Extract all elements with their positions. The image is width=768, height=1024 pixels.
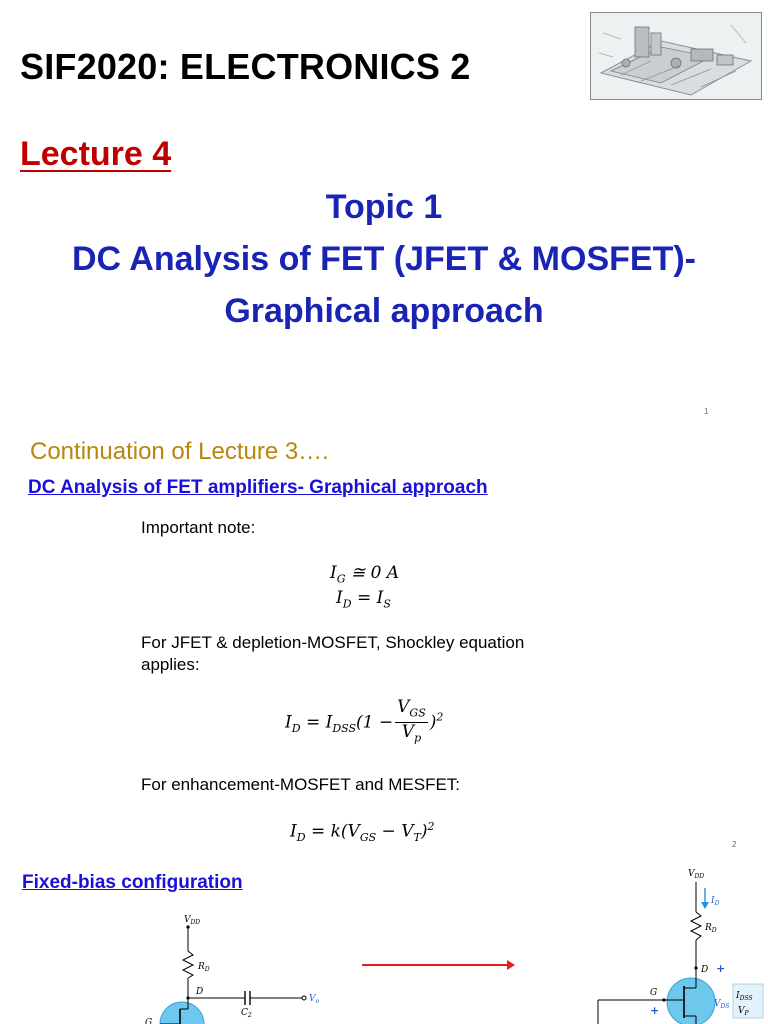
- section-heading-graphical[interactable]: DC Analysis of FET amplifiers- Graphical approach: [28, 477, 488, 498]
- svg-text:+: +: [716, 962, 726, 975]
- page-number: 1: [704, 407, 709, 416]
- topic-number: Topic 1: [325, 188, 443, 226]
- svg-text:VDS: $V_{DS}$: [714, 999, 730, 1010]
- svg-text:RD: $R_D$: [198, 962, 210, 973]
- svg-text:RD: $R_D$: [705, 923, 717, 934]
- important-note-label: Important note:: [141, 518, 256, 537]
- svg-text:VP: $V_P$: [738, 1006, 749, 1017]
- equation-drain-source-current: $I_D = I_S$: [336, 588, 391, 611]
- arrow-line: [362, 964, 512, 966]
- section-heading-fixed-bias[interactable]: Fixed-bias configuration: [22, 872, 243, 893]
- enhancement-equation: $I_D = k(V_{GS} - V_T)^2$: [290, 820, 435, 845]
- arrow-head-icon: [507, 960, 515, 970]
- svg-text:VDD: $V_{DD}$: [184, 915, 201, 926]
- shockley-equation: $I_D = I_{DSS}(1$ − $\frac{V_{GS}}{V_p}$ )$^2$: [285, 697, 444, 745]
- continuation-heading: Continuation of Lecture 3….: [30, 438, 329, 465]
- fixed-bias-circuit-diagram: [0, 905, 340, 1024]
- svg-text:IDSS: $I_{DSS}$: [736, 991, 753, 1002]
- svg-text:ID: $I_D$: [711, 896, 720, 907]
- course-title: SIF2020: ELECTRONICS 2: [20, 46, 471, 87]
- svg-text:+: +: [650, 1004, 660, 1017]
- svg-text:D: D: [701, 965, 709, 975]
- topic-title-line2: Graphical approach: [224, 292, 544, 330]
- enhancement-intro-text: For enhancement-MOSFET and MESFET:: [141, 775, 461, 794]
- svg-text:G: G: [650, 988, 658, 998]
- svg-text:D: D: [196, 987, 204, 997]
- shockley-intro-text: For JFET & depletion-MOSFET, Shockley equation applies:: [141, 633, 525, 674]
- svg-text:Vo: $V_o$: [309, 994, 320, 1005]
- circuit-board-image: [590, 12, 762, 100]
- equation-gate-current: $I_G$ ≅ 0 A: [330, 563, 400, 586]
- svg-text:C2: $C_2$: [241, 1008, 252, 1019]
- lecture-label: Lecture 4: [20, 135, 172, 173]
- fixed-bias-dc-equivalent-diagram: [580, 860, 768, 1024]
- svg-text:G: G: [145, 1018, 153, 1024]
- topic-title-line1: DC Analysis of FET (JFET & MOSFET)-: [72, 240, 696, 278]
- page-number: 2: [732, 840, 737, 849]
- svg-text:VDD: $V_{DD}$: [688, 869, 705, 880]
